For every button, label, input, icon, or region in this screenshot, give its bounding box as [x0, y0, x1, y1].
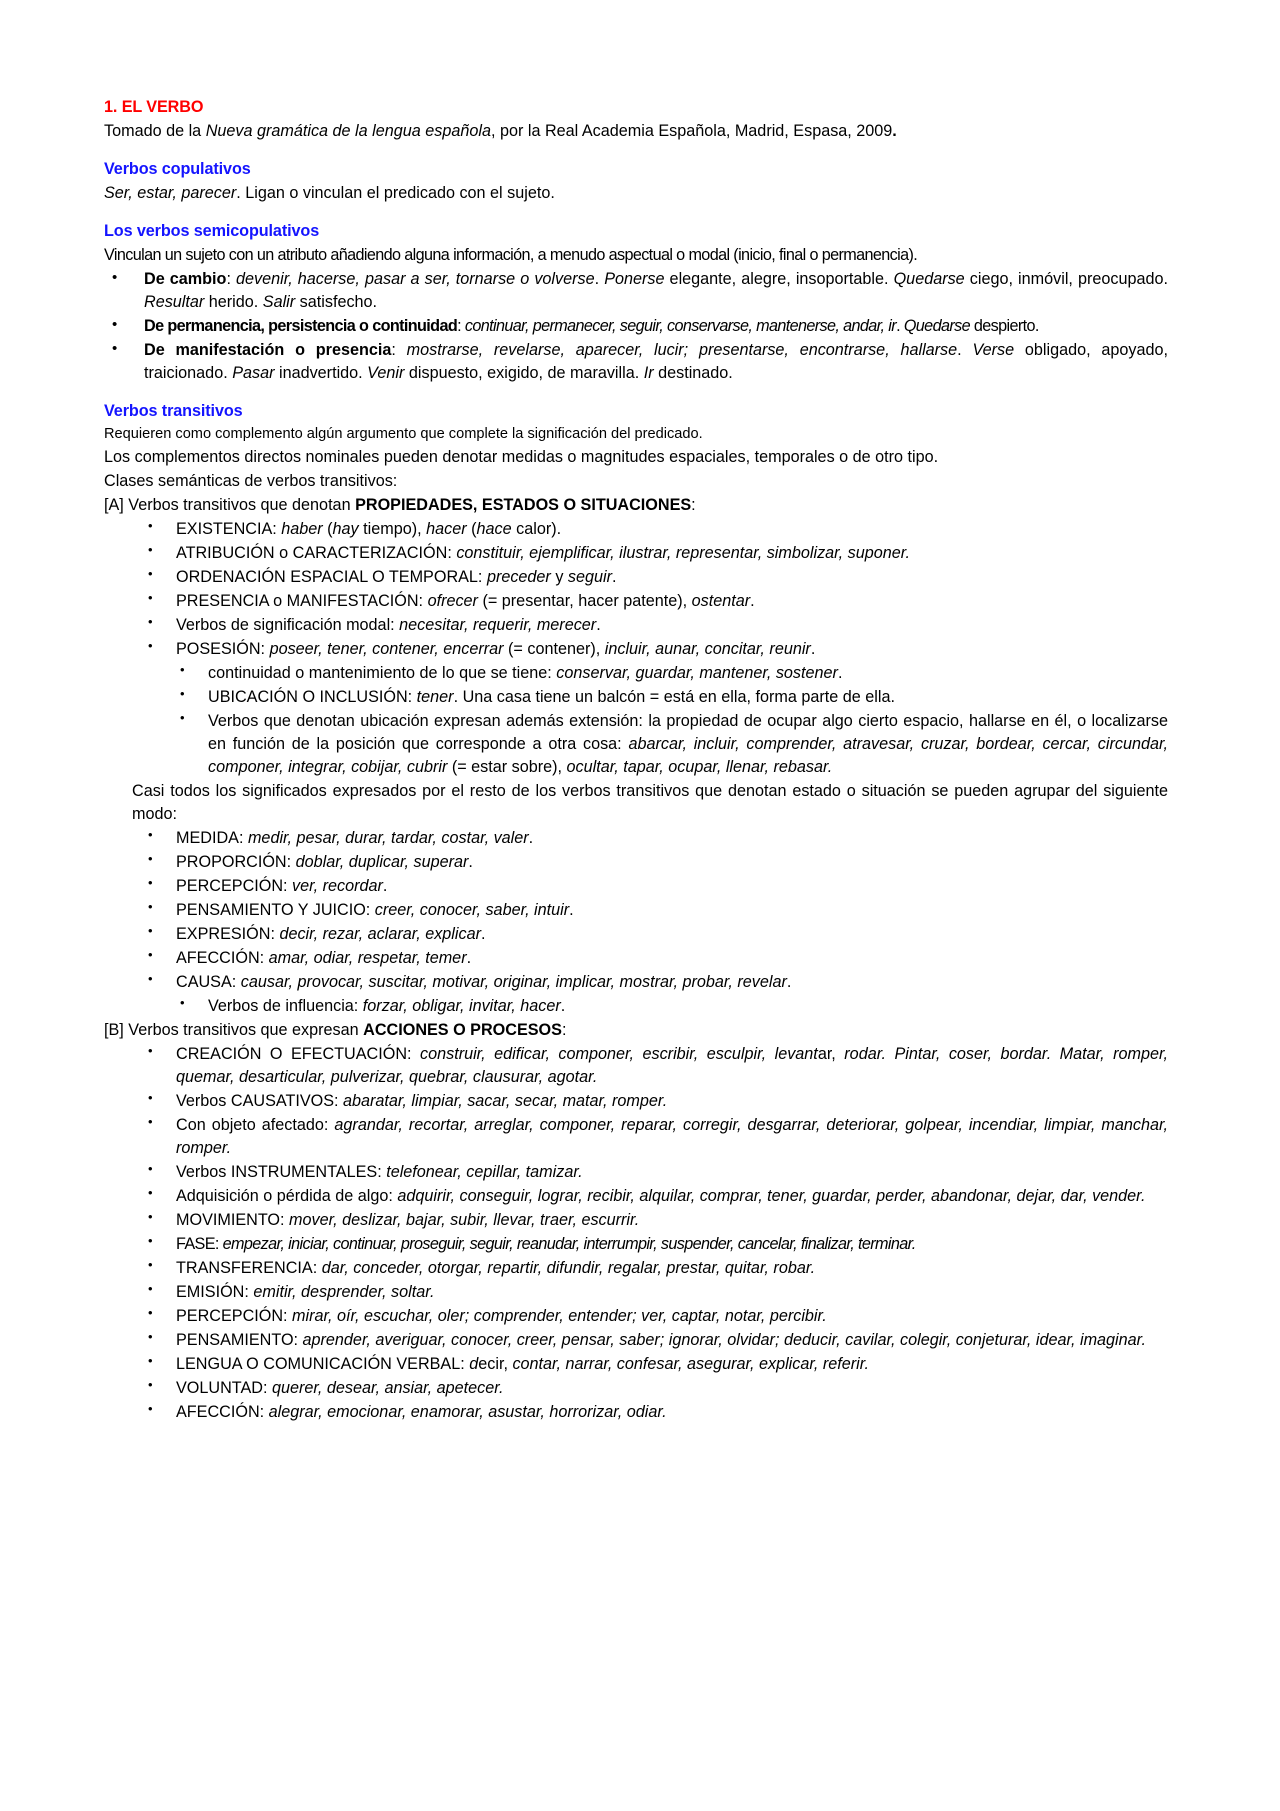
- heading-verbos-transitivos: Verbos transitivos: [104, 402, 243, 420]
- item-body: Verbos de significación modal: necesitar, requerir, merecer.: [176, 615, 601, 634]
- item-body: MEDIDA: medir, pesar, durar, tardar, costar, valer.: [176, 828, 534, 847]
- group-a-suffix: :: [691, 495, 696, 514]
- list-item: [104, 614, 1168, 637]
- list-item: [104, 827, 1168, 850]
- item-body: EXPRESIÓN: decir, rezar, aclarar, explicar.: [176, 924, 486, 943]
- group-b-prefix: [B] Verbos transitivos que expresan: [104, 1020, 364, 1039]
- list-item: [104, 1401, 1168, 1424]
- sub-list-item: [104, 662, 1168, 685]
- semicopulativos-intro: Vinculan un sujeto con un atributo añadiendo alguna información, a menudo aspectual o modal (inicio, final o permanencia).: [104, 246, 918, 264]
- item-body: CAUSA: causar, provocar, suscitar, motivar, originar, implicar, mostrar, probar, revelar.: [176, 972, 792, 991]
- list-item: [104, 1043, 1168, 1089]
- spacer: [104, 144, 1168, 158]
- list-item: [104, 1114, 1168, 1160]
- item-label: De cambio: [144, 270, 227, 288]
- heading-verbos-copulativos: Verbos copulativos: [104, 160, 251, 178]
- list-item: [104, 1305, 1168, 1328]
- list-item: [104, 1233, 1168, 1256]
- list-item: [104, 899, 1168, 922]
- list-item: [104, 971, 1168, 994]
- list-item: [104, 518, 1168, 541]
- item-body: mostrarse, revelarse, aparecer, lucir; presentarse, encontrarse, hallarse. Verse obligado, apoyado, traicionado. Pasar inadvertido. Venir dispuesto, exigido, de maravilla. Ir destinado.: [144, 341, 1168, 382]
- item-separator: :: [391, 341, 407, 359]
- transitivos-intro-2: Los complementos directos nominales pueden denotar medidas o magnitudes espaciales, temporales o de otro tipo.: [104, 447, 939, 466]
- group-a-list: [104, 518, 1168, 779]
- spacer: [104, 386, 1168, 400]
- group-a-bold: PROPIEDADES, ESTADOS O SITUACIONES: [355, 495, 692, 514]
- item-body: ORDENACIÓN ESPACIAL O TEMPORAL: preceder y seguir.: [176, 567, 617, 586]
- item-body: TRANSFERENCIA: dar, conceder, otorgar, repartir, difundir, regalar, prestar, quitar, robar.: [176, 1258, 816, 1277]
- list-item: [104, 566, 1168, 589]
- item-body: PENSAMIENTO: aprender, averiguar, conocer, creer, pensar, saber; ignorar, olvidar; deducir, cavilar, colegir, conjeturar, idear, imaginar.: [176, 1330, 1146, 1349]
- item-body: Verbos que denotan ubicación expresan además extensión: la propiedad de ocupar algo cierto espacio, hallarse en él, o localizarse en función de la posición que corresponde a otra cosa: abarcar, incluir, comprender, atravesar, cruzar, bordear, cercar, circundar, componer, integrar, cobijar, cubrir (= estar sobre), ocultar, tapar, ocupar, llenar, rebasar.: [208, 711, 1168, 776]
- list-item: [104, 339, 1168, 385]
- list-item: [104, 875, 1168, 898]
- spacer: [104, 206, 1168, 220]
- item-body: PRESENCIA o MANIFESTACIÓN: ofrecer (= presentar, hacer patente), ostentar.: [176, 591, 755, 610]
- item-body: UBICACIÓN O INCLUSIÓN: tener. Una casa tiene un balcón = está en ella, forma parte de ella.: [208, 687, 895, 706]
- item-body: MOVIMIENTO: mover, deslizar, bajar, subir, llevar, traer, escurrir.: [176, 1210, 640, 1229]
- page-title: 1. EL VERBO: [104, 98, 204, 116]
- group-a-prefix: [A] Verbos transitivos que denotan: [104, 495, 356, 514]
- semicopulativos-list: [104, 268, 1168, 385]
- source-title: Nueva gramática de la lengua española: [205, 122, 491, 140]
- item-body: CREACIÓN O EFECTUACIÓN: construir, edificar, componer, escribir, esculpir, levantar, rodar. Pintar, coser, bordar. Matar, romper, quemar, desarticular, pulverizar, quebrar, clausurar, agotar.: [176, 1044, 1169, 1086]
- item-separator: :: [226, 270, 237, 288]
- list-item: [104, 590, 1168, 613]
- list-item: [104, 542, 1168, 565]
- group-a-header: [104, 494, 1168, 517]
- transitivos-intro-1: Requieren como complemento algún argumento que complete la significación del predicado.: [104, 426, 703, 442]
- list-item: [104, 638, 1168, 661]
- item-body: LENGUA O COMUNICACIÓN VERBAL: decir, contar, narrar, confesar, asegurar, explicar, referir.: [176, 1354, 870, 1373]
- list-item: [104, 947, 1168, 970]
- list-item: [104, 923, 1168, 946]
- item-body: PENSAMIENTO Y JUICIO: creer, conocer, saber, intuir.: [176, 900, 574, 919]
- sub-list-item: [104, 995, 1168, 1018]
- list-item: [104, 315, 1168, 338]
- item-label: De permanencia, persistencia o continuidad: [144, 317, 458, 335]
- item-body: continuar, permanecer, seguir, conservarse, mantenerse, andar, ir. Quedarse despierto.: [464, 317, 1039, 335]
- list-item: [104, 1209, 1168, 1232]
- item-body: AFECCIÓN: amar, odiar, respetar, temer.: [176, 948, 472, 967]
- list-item: [104, 1161, 1168, 1184]
- document-body: [104, 96, 1168, 1424]
- group-b-header: [104, 1019, 1168, 1042]
- item-body: Verbos de influencia: forzar, obligar, invitar, hacer.: [208, 996, 566, 1015]
- source-prefix: Tomado de la: [104, 122, 206, 140]
- group-b-suffix: :: [561, 1020, 567, 1039]
- item-label: De manifestación o presencia: [144, 341, 392, 359]
- item-separator: :: [457, 317, 465, 335]
- group-b-bold: ACCIONES O PROCESOS: [363, 1020, 562, 1039]
- item-body: devenir, hacerse, pasar a ser, tornarse o volverse. Ponerse elegante, alegre, insoportable. Quedarse ciego, inmóvil, preocupado. Resultar herido. Salir satisfecho.: [144, 270, 1168, 311]
- item-body: AFECCIÓN: alegrar, emocionar, enamorar, asustar, horrorizar, odiar.: [176, 1402, 667, 1421]
- item-body: Con objeto afectado: agrandar, recortar, arreglar, componer, reparar, corregir, desgarrar, deteriorar, golpear, incendiar, limpiar, manchar, romper.: [176, 1115, 1168, 1157]
- list-item: [104, 1329, 1168, 1352]
- group-b-list: [104, 1043, 1168, 1424]
- list-item: [104, 1185, 1168, 1208]
- heading-verbos-semicopulativos: Los verbos semicopulativos: [104, 222, 320, 240]
- item-body: EXISTENCIA: haber (hay tiempo), hacer (hace calor).: [176, 519, 562, 538]
- list-item: [104, 1257, 1168, 1280]
- copulativos-verbs: Ser, estar, parecer: [104, 184, 237, 202]
- source-suffix: , por la Real Academia Española, Madrid, Espasa, 2009: [490, 122, 893, 140]
- list-item: [104, 851, 1168, 874]
- list-item: [104, 1377, 1168, 1400]
- item-body: Verbos INSTRUMENTALES: telefonear, cepillar, tamizar.: [176, 1162, 583, 1181]
- copulativos-rest: . Ligan o vinculan el predicado con el sujeto.: [236, 184, 555, 202]
- copulativos-line: [104, 182, 1168, 205]
- list-item: [104, 1353, 1168, 1376]
- item-body: EMISIÓN: emitir, desprender, soltar.: [176, 1282, 435, 1301]
- group-a-list-2: [104, 827, 1168, 1018]
- list-item: [104, 1090, 1168, 1113]
- list-item: [104, 268, 1168, 314]
- item-body: FASE: empezar, iniciar, continuar, proseguir, seguir, reanudar, interrumpir, suspender, cancelar, finalizar, terminar.: [176, 1234, 916, 1253]
- sub-list-item: [104, 710, 1168, 779]
- transitivos-intro-3: Clases semánticas de verbos transitivos:: [104, 471, 398, 490]
- source-line: [104, 120, 1168, 143]
- item-body: POSESIÓN: poseer, tener, contener, encerrar (= contener), incluir, aunar, concitar, reunir.: [176, 639, 816, 658]
- item-body: continuidad o mantenimiento de lo que se tiene: conservar, guardar, mantener, sostener.: [208, 663, 843, 682]
- item-body: Verbos CAUSATIVOS: abaratar, limpiar, sacar, secar, matar, romper.: [176, 1091, 668, 1110]
- casi-todos-paragraph: Casi todos los significados expresados por el resto de los verbos transitivos que denotan estado o situación se pueden agrupar del siguiente modo:: [132, 781, 1168, 823]
- sub-list-item: [104, 686, 1168, 709]
- item-body: PERCEPCIÓN: mirar, oír, escuchar, oler; comprender, entender; ver, captar, notar, percibir.: [176, 1306, 827, 1325]
- list-item: [104, 1281, 1168, 1304]
- item-body: PERCEPCIÓN: ver, recordar.: [176, 876, 388, 895]
- item-body: Adquisición o pérdida de algo: adquirir, conseguir, lograr, recibir, alquilar, comprar, tener, guardar, perder, abandonar, dejar, dar, vender.: [176, 1186, 1146, 1205]
- source-end: .: [892, 122, 897, 140]
- item-body: ATRIBUCIÓN o CARACTERIZACIÓN: constituir, ejemplificar, ilustrar, representar, simbolizar, suponer.: [176, 543, 911, 562]
- item-body: PROPORCIÓN: doblar, duplicar, superar.: [176, 852, 473, 871]
- item-body: VOLUNTAD: querer, desear, ansiar, apetecer.: [176, 1378, 504, 1397]
